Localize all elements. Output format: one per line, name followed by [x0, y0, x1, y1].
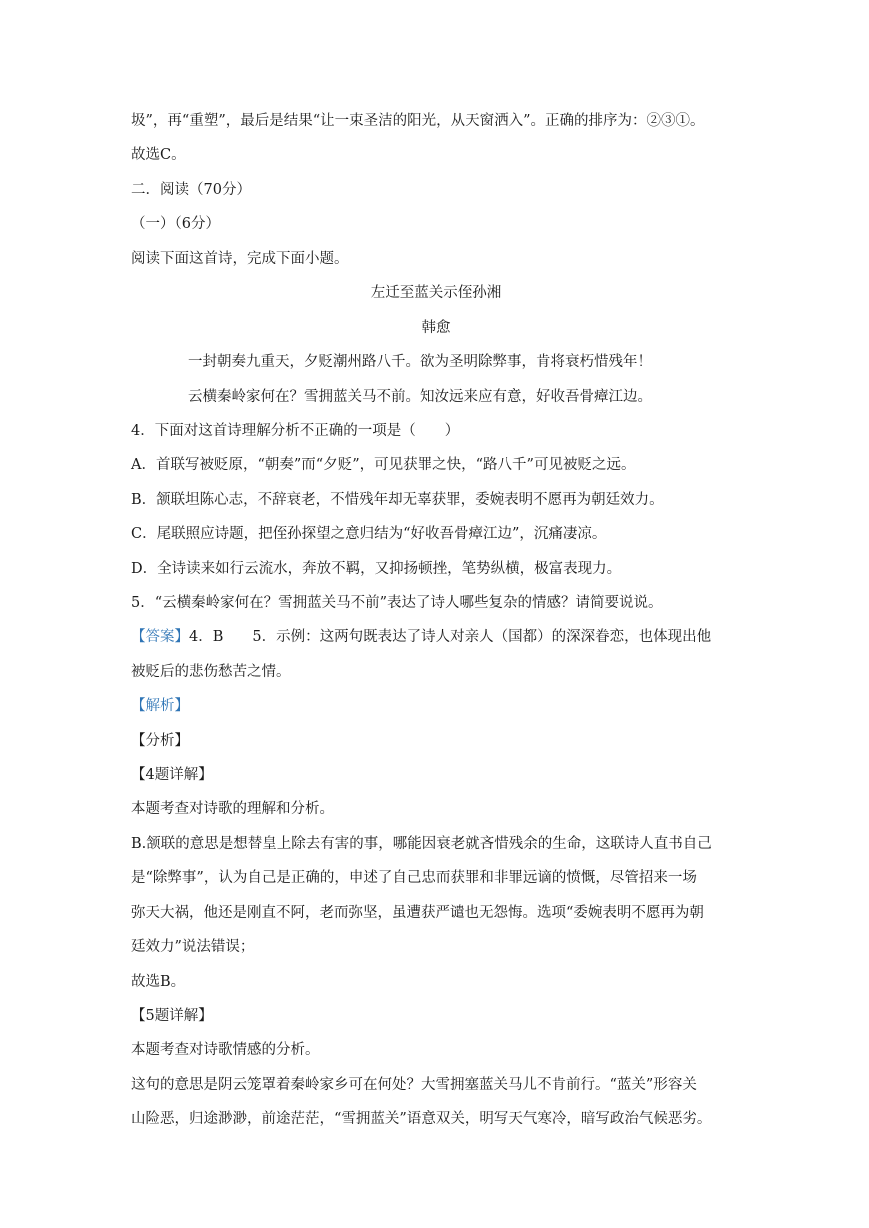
answer-continuation: 被贬后的悲伤愁苦之情。 — [131, 664, 291, 680]
text-line: 弥天大祸，他还是刚直不阿，老而弥坚，虽遭获严谴也无怨悔。选项“委婉表明不愿再为朝 — [131, 905, 704, 921]
option-c: C．尾联照应诗题，把侄孙探望之意归结为“好收吾骨瘴江边”，沉痛凄凉。 — [131, 526, 607, 542]
text-line: 故选C。 — [131, 147, 186, 163]
q4-detail-heading: 【4题详解】 — [131, 767, 213, 783]
text-line: 廷效力”说法错误； — [131, 939, 255, 955]
text-line: 本题考查对诗歌情感的分析。 — [131, 1042, 320, 1058]
answer-text: 4．B 5．示例：这两句既表达了诗人对亲人（国都）的深深眷恋，也体现出他 — [189, 629, 712, 645]
text-line: 这句的意思是阴云笼罩着秦岭家乡可在何处？大雪拥塞蓝关马儿不肯前行。“蓝关”形容关 — [131, 1077, 697, 1093]
option-b: B．颔联坦陈心志，不辞衰老，不惜残年却无辜获罪，委婉表明不愿再为朝廷效力。 — [131, 492, 664, 508]
text-line: 圾”，再“重塑”，最后是结果“让一束圣洁的阳光，从天窗洒入”。正确的排序为：②③①。 — [131, 113, 705, 129]
answer-tag: 【答案】 — [131, 629, 189, 645]
question-4: 4．下面对这首诗理解分析不正确的一项是（ ） — [131, 423, 460, 439]
poem-line: 一封朝奏九重天，夕贬潮州路八千。欲为圣明除弊事，肯将衰朽惜残年！ — [188, 354, 652, 370]
fenxi-tag: 【分析】 — [131, 733, 189, 749]
poem-title: 左迁至蓝关示侄孙湘 — [370, 285, 502, 301]
option-a: A．首联写被贬原，“朝奏”而“夕贬”，可见获罪之快，“路八千”可见被贬之远。 — [131, 457, 636, 473]
q5-detail-heading: 【5题详解】 — [131, 1008, 213, 1024]
text-line: 山险恶，归途渺渺，前途茫茫，“雪拥蓝关”语意双关，明写天气寒冷，暗写政治气候恶劣。 — [131, 1111, 712, 1127]
text-line: 故选B。 — [131, 974, 186, 990]
poem-line: 云横秦岭家何在？雪拥蓝关马不前。知汝远来应有意，好收吾骨瘴江边。 — [188, 389, 652, 405]
analysis-tag: 【解析】 — [131, 698, 189, 714]
option-d: D．全诗读来如行云流水，奔放不羁，又抑扬顿挫，笔势纵横，极富表现力。 — [131, 561, 622, 577]
poem-author: 韩愈 — [421, 320, 451, 336]
subsection-heading: （一）（6分） — [131, 216, 220, 232]
instruction-text: 阅读下面这首诗，完成下面小题。 — [131, 251, 349, 267]
answer-line — [131, 627, 741, 647]
question-5: 5．“云横秦岭家何在？雪拥蓝关马不前”表达了诗人哪些复杂的情感？请简要说说。 — [131, 595, 663, 611]
text-line: 本题考查对诗歌的理解和分析。 — [131, 801, 334, 817]
section-heading: 二．阅读（70分） — [131, 182, 251, 198]
text-line: B.颔联的意思是想替皇上除去有害的事，哪能因衰老就吝惜残余的生命，这联诗人直书自己 — [131, 836, 712, 852]
text-line: 是“除弊事”，认为自己是正确的，申述了自己忠而获罪和非罪远谪的愤慨，尽管招来一场 — [131, 870, 697, 886]
